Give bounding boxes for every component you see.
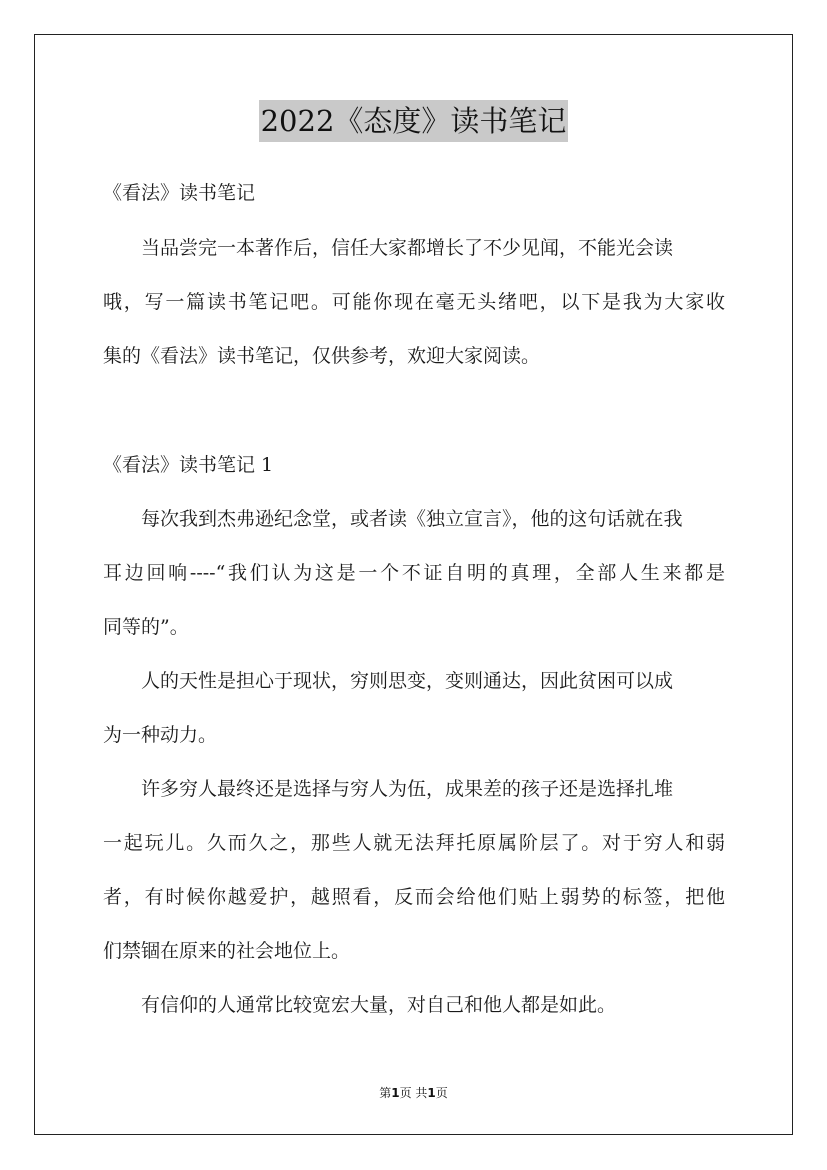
- footer-total-pages: 1: [427, 1086, 436, 1100]
- section-heading-main: 《看法》读书笔记: [103, 182, 256, 204]
- footer-page-number: 1: [391, 1086, 400, 1100]
- footer-suffix: 页: [435, 1086, 448, 1100]
- p2-line-1: 人的天性是担心于现状，穷则思变，变则通达，因此贫困可以成: [141, 670, 674, 692]
- p4-line-1: 有信仰的人通常比较宽宏大量，对自己和他人都是如此。: [141, 994, 617, 1016]
- p3-line-3: 者，有时候你越爱护，越照看，反而会给他们贴上弱势的标签，把他: [103, 886, 725, 908]
- section-heading-1: 《看法》读书笔记 1: [103, 454, 274, 476]
- intro-line-1: 当品尝完一本著作后，信任大家都增长了不少见闻，不能光会读: [141, 237, 674, 259]
- intro-line-3: 集的《看法》读书笔记，仅供参考，欢迎大家阅读。: [103, 345, 541, 367]
- document-title: 2022《态度》读书笔记: [259, 100, 569, 142]
- page-footer: [0, 1084, 827, 1101]
- p2-line-2: 为一种动力。: [103, 724, 218, 746]
- p3-line-1: 许多穷人最终还是选择与穷人为伍，成果差的孩子还是选择扎堆: [141, 778, 674, 800]
- footer-middle: 页 共: [399, 1086, 428, 1100]
- title-container: [0, 100, 827, 142]
- p3-line-4: 们禁锢在原来的社会地位上。: [103, 940, 351, 962]
- p1-line-1: 每次我到杰弗逊纪念堂，或者读《独立宣言》，他的这句话就在我: [141, 508, 683, 530]
- p3-line-2: 一起玩儿。久而久之，那些人就无法拜托原属阶层了。对于穷人和弱: [103, 832, 725, 854]
- p1-line-2: 耳边回响----“我们认为这是一个不证自明的真理，全部人生来都是: [103, 562, 725, 584]
- intro-line-2: 哦，写一篇读书笔记吧。可能你现在毫无头绪吧，以下是我为大家收: [103, 291, 725, 313]
- p1-line-3: 同等的”。: [103, 616, 189, 638]
- footer-prefix: 第: [379, 1086, 392, 1100]
